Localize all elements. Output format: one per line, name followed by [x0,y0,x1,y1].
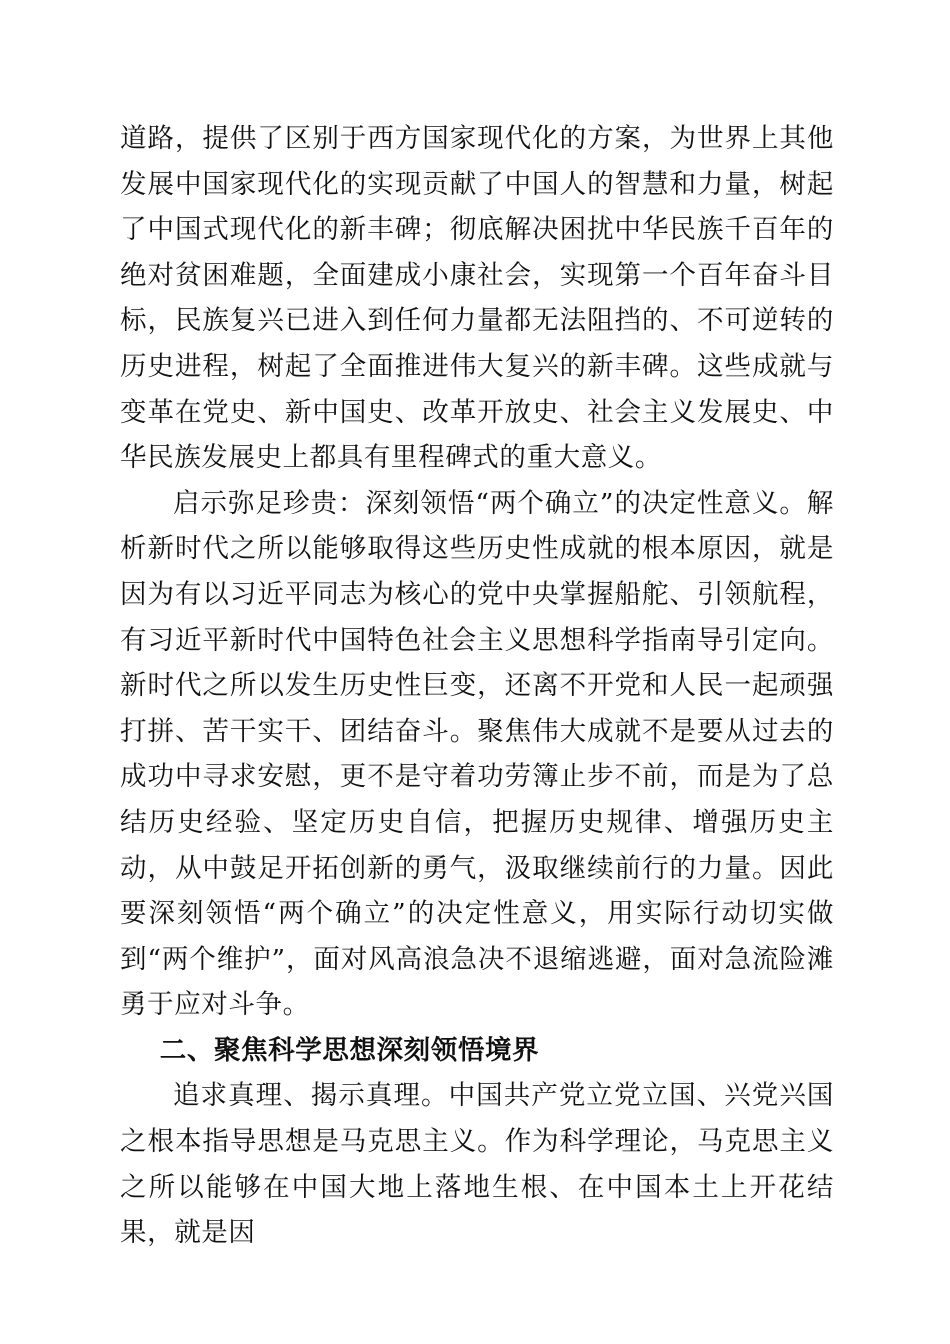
paragraph-inspiration: 启示弥足珍贵：深刻领悟“两个确立”的决定性意义。解析新时代之所以能够取得这些历史性成就的根本原因，就是因为有以习近平同志为核心的党中央掌握船舵、引领航程，有习近平新时代中国特色社会主义思想科学指南导引定向。新时代之所以发生历史性巨变，还离不开党和人民一起顽强打拼、苦干实干、团结奋斗。聚焦伟大成就不是要从过去的成功中寻求安慰，更不是守着功劳簿止步不前，而是为了总结历史经验、坚定历史自信，把握历史规律、增强历史主动，从中鼓足开拓创新的勇气，汲取继续前行的力量。因此要深刻领悟“两个确立”的决定性意义，用实际行动切实做到“两个维护”，面对风高浪急决不退缩逃避，面对急流险滩勇于应对斗争。 [120,487,834,1021]
paragraph-truth: 追求真理、揭示真理。中国共产党立党立国、兴党兴国之根本指导思想是马克思主义。作为科学理论，马克思主义之所以能够在中国大地上落地生根、在中国本土上开花结果，就是因 [120,1080,834,1249]
document-body [120,116,834,1256]
paragraph-continuation: 道路，提供了区别于西方国家现代化的方案，为世界上其他发展中国家现代化的实现贡献了中国人的智慧和力量，树起了中国式现代化的新丰碑；彻底解决困扰中华民族千百年的绝对贫困难题，全面建成小康社会，实现第一个百年奋斗目标，民族复兴已进入到任何力量都无法阻挡的、不可逆转的历史进程，树起了全面推进伟大复兴的新丰碑。这些成就与变革在党史、新中国史、改革开放史、社会主义发展史、中华民族发展史上都具有里程碑式的重大意义。 [120,123,834,474]
section-heading: 二、聚焦科学思想深刻领悟境界 [159,1034,540,1066]
